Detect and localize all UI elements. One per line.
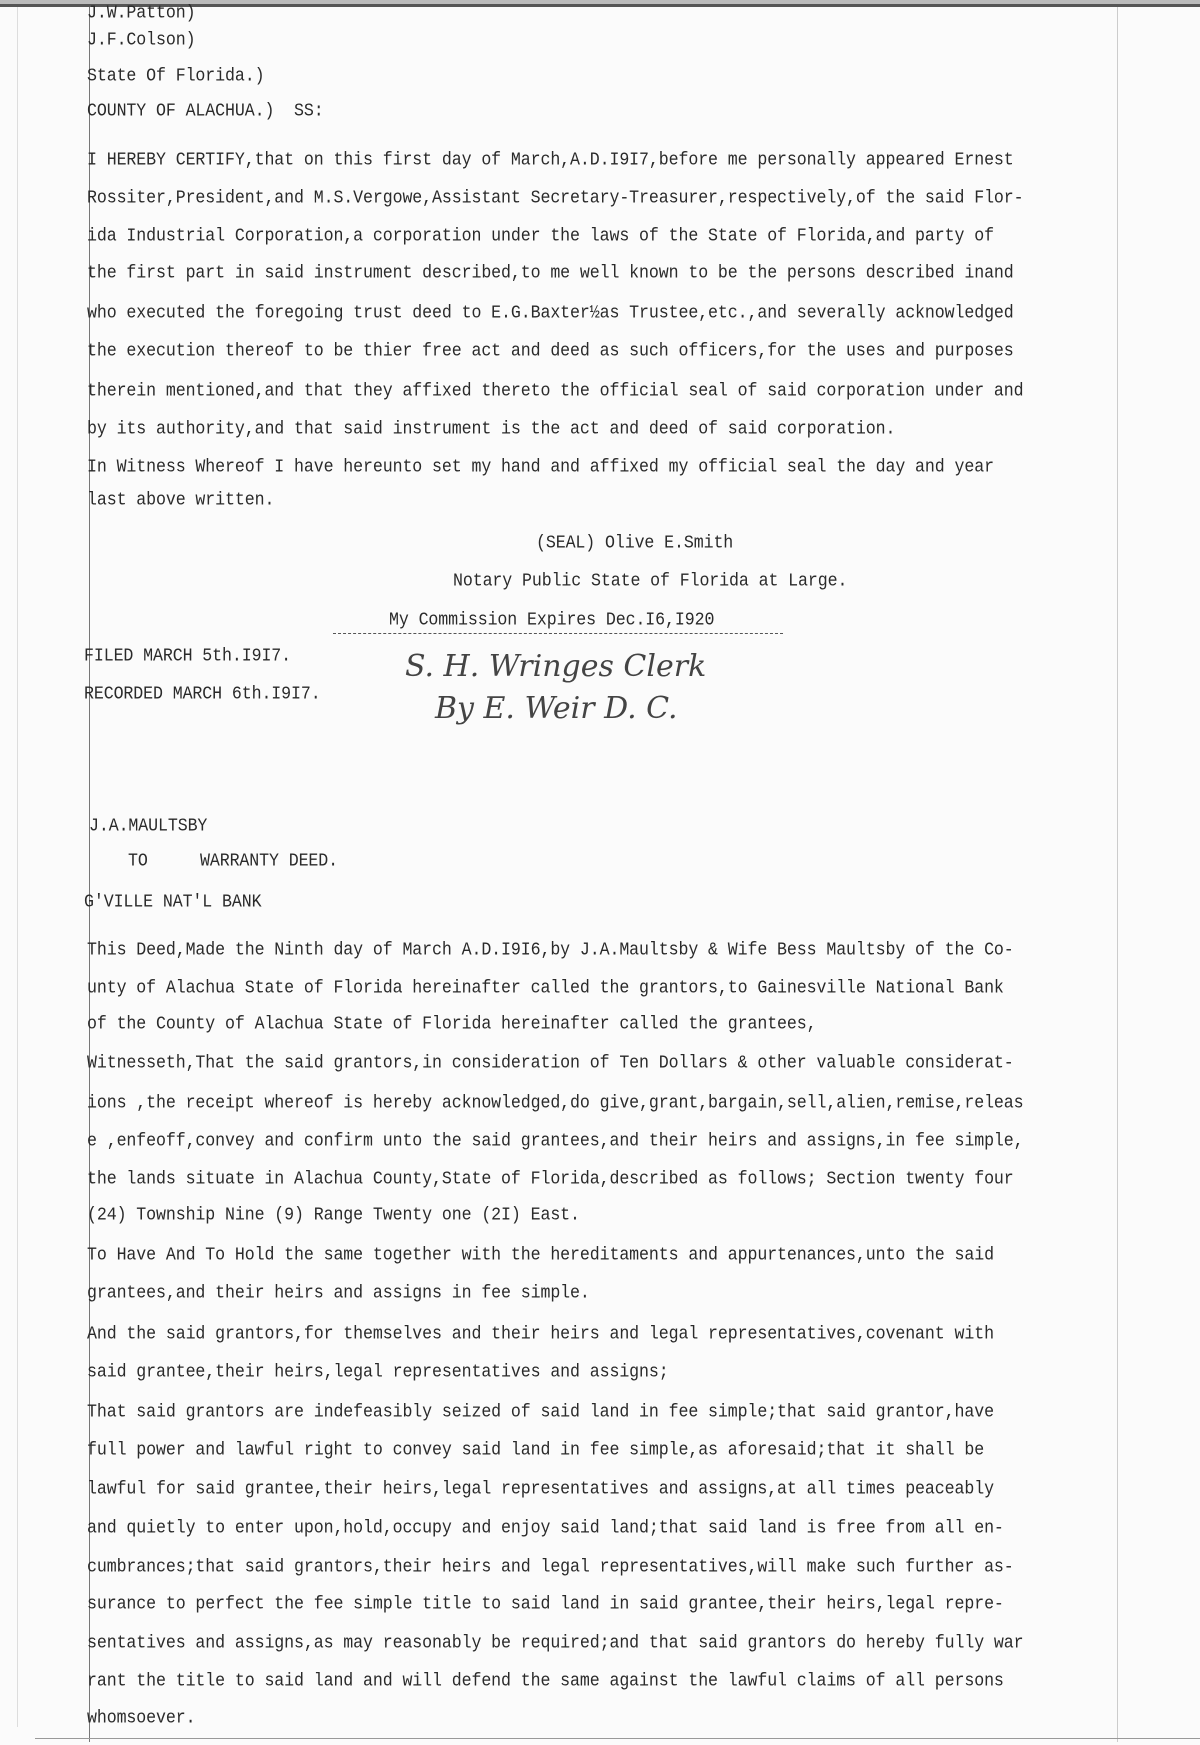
- deed-body-line: full power and lawful right to convey said land in fee simple,as aforesaid;that it shall be: [87, 1438, 985, 1461]
- acknowledgment-line: Rossiter,President,and M.S.Vergowe,Assistant Secretary-Treasurer,respectively,of the said Flor-: [87, 186, 1024, 209]
- right-margin-rule: [1117, 7, 1118, 1742]
- deed-body-line: of the County of Alachua State of Florida hereinafter called the grantees,: [87, 1012, 817, 1035]
- deed-body-line: surance to perfect the fee simple title to said land in said grantee,their heirs,legal repre-: [87, 1592, 1004, 1615]
- deed-body-line: And the said grantors,for themselves and their heirs and legal representatives,covenant with: [87, 1322, 994, 1345]
- deed-body-line: (24) Township Nine (9) Range Twenty one (2I) East.: [87, 1203, 580, 1226]
- deed-body-line: and quietly to enter upon,hold,occupy and enjoy said land;that said land is free from all en-: [87, 1516, 1004, 1539]
- page-bottom-edge: [35, 1738, 1200, 1739]
- notary-title: Notary Public State of Florida at Large.: [453, 569, 848, 592]
- clerk-handwritten-signature: [395, 646, 785, 726]
- deed-body-line: cumbrances;that said grantors,their heirs and legal representatives,will make such further as-: [87, 1555, 1014, 1578]
- notary-commission: My Commission Expires Dec.I6,I920: [389, 608, 715, 631]
- acknowledgment-line: who executed the foregoing trust deed to E.G.Baxter½as Trustee,etc.,and severally acknowledged: [87, 301, 1014, 324]
- deed-body-line: e ,enfeoff,convey and confirm unto the said grantees,and their heirs and assigns,in fee simple,: [87, 1129, 1024, 1152]
- acknowledgment-line: the execution thereof to be thier free act and deed as such officers,for the uses and purposes: [87, 339, 1014, 362]
- deed-body-line: lawful for said grantee,their heirs,legal representatives and assigns,at all times peaceably: [87, 1477, 994, 1500]
- deed-body-line: This Deed,Made the Ninth day of March A.D.I9I6,by J.A.Maultsby & Wife Bess Maultsby of the Co-: [87, 938, 1014, 961]
- deed-body-line: sentatives and assigns,as may reasonably be required;and that said grantors do hereby fully war: [87, 1631, 1024, 1654]
- acknowledgment-line: In Witness Whereof I have hereunto set my hand and affixed my official seal the day and year: [87, 455, 994, 478]
- witness-line: J.W.Patton): [87, 1, 196, 24]
- deed-to: TO: [128, 849, 148, 872]
- deed-body-line: Witnesseth,That the said grantors,in consideration of Ten Dollars & other valuable considerat-: [87, 1051, 1014, 1074]
- signature-line-1: S. H. Wringes Clerk: [405, 649, 707, 684]
- deed-body-line: ions ,the receipt whereof is hereby acknowledged,do give,grant,bargain,sell,alien,remise,releas: [87, 1091, 1024, 1114]
- acknowledgment-line: by its authority,and that said instrument is the act and deed of said corporation.: [87, 417, 896, 440]
- acknowledgment-line: ida Industrial Corporation,a corporation under the laws of the State of Florida,and party of: [87, 224, 994, 247]
- venue-state: State Of Florida.): [87, 64, 265, 87]
- venue-county: COUNTY OF ALACHUA.) SS:: [87, 99, 324, 122]
- deed-body-line: rant the title to said land and will defend the same against the lawful claims of all persons: [87, 1669, 1004, 1692]
- signature-line-2: By E. Weir D. C.: [435, 691, 678, 726]
- scan-left-edge: [17, 7, 18, 1727]
- deed-body-line: unty of Alachua State of Florida hereinafter called the grantors,to Gainesville National Bank: [87, 976, 1004, 999]
- deed-body-line: grantees,and their heirs and assigns in fee simple.: [87, 1281, 590, 1304]
- witness-line: J.F.Colson): [87, 28, 196, 51]
- notary-seal-signature: (SEAL) Olive E.Smith: [536, 531, 734, 554]
- deed-body-line: the lands situate in Alachua County,State of Florida,described as follows; Section twenty four: [87, 1167, 1014, 1190]
- acknowledgment-line: last above written.: [87, 488, 275, 511]
- deed-grantee: G'VILLE NAT'L BANK: [84, 890, 262, 913]
- recorded-date: RECORDED MARCH 6th.I9I7.: [84, 682, 321, 705]
- deed-type: WARRANTY DEED.: [200, 849, 339, 872]
- deed-body-line: said grantee,their heirs,legal representatives and assigns;: [87, 1360, 669, 1383]
- deed-body-line: That said grantors are indefeasibly seized of said land in fee simple;that said grantor,have: [87, 1400, 994, 1423]
- acknowledgment-line: therein mentioned,and that they affixed thereto the official seal of said corporation under and: [87, 379, 1024, 402]
- acknowledgment-line: I HEREBY CERTIFY,that on this first day of March,A.D.I9I7,before me personally appeared Ernest: [87, 148, 1014, 171]
- signature-rule: [333, 633, 783, 634]
- acknowledgment-line: the first part in said instrument described,to me well known to be the persons described inand: [87, 261, 1014, 284]
- deed-body-line: whomsoever.: [87, 1706, 196, 1729]
- deed-grantor: J.A.MAULTSBY: [89, 814, 208, 837]
- filed-date: FILED MARCH 5th.I9I7.: [84, 644, 292, 667]
- deed-body-line: To Have And To Hold the same together with the hereditaments and appurtenances,unto the said: [87, 1243, 994, 1266]
